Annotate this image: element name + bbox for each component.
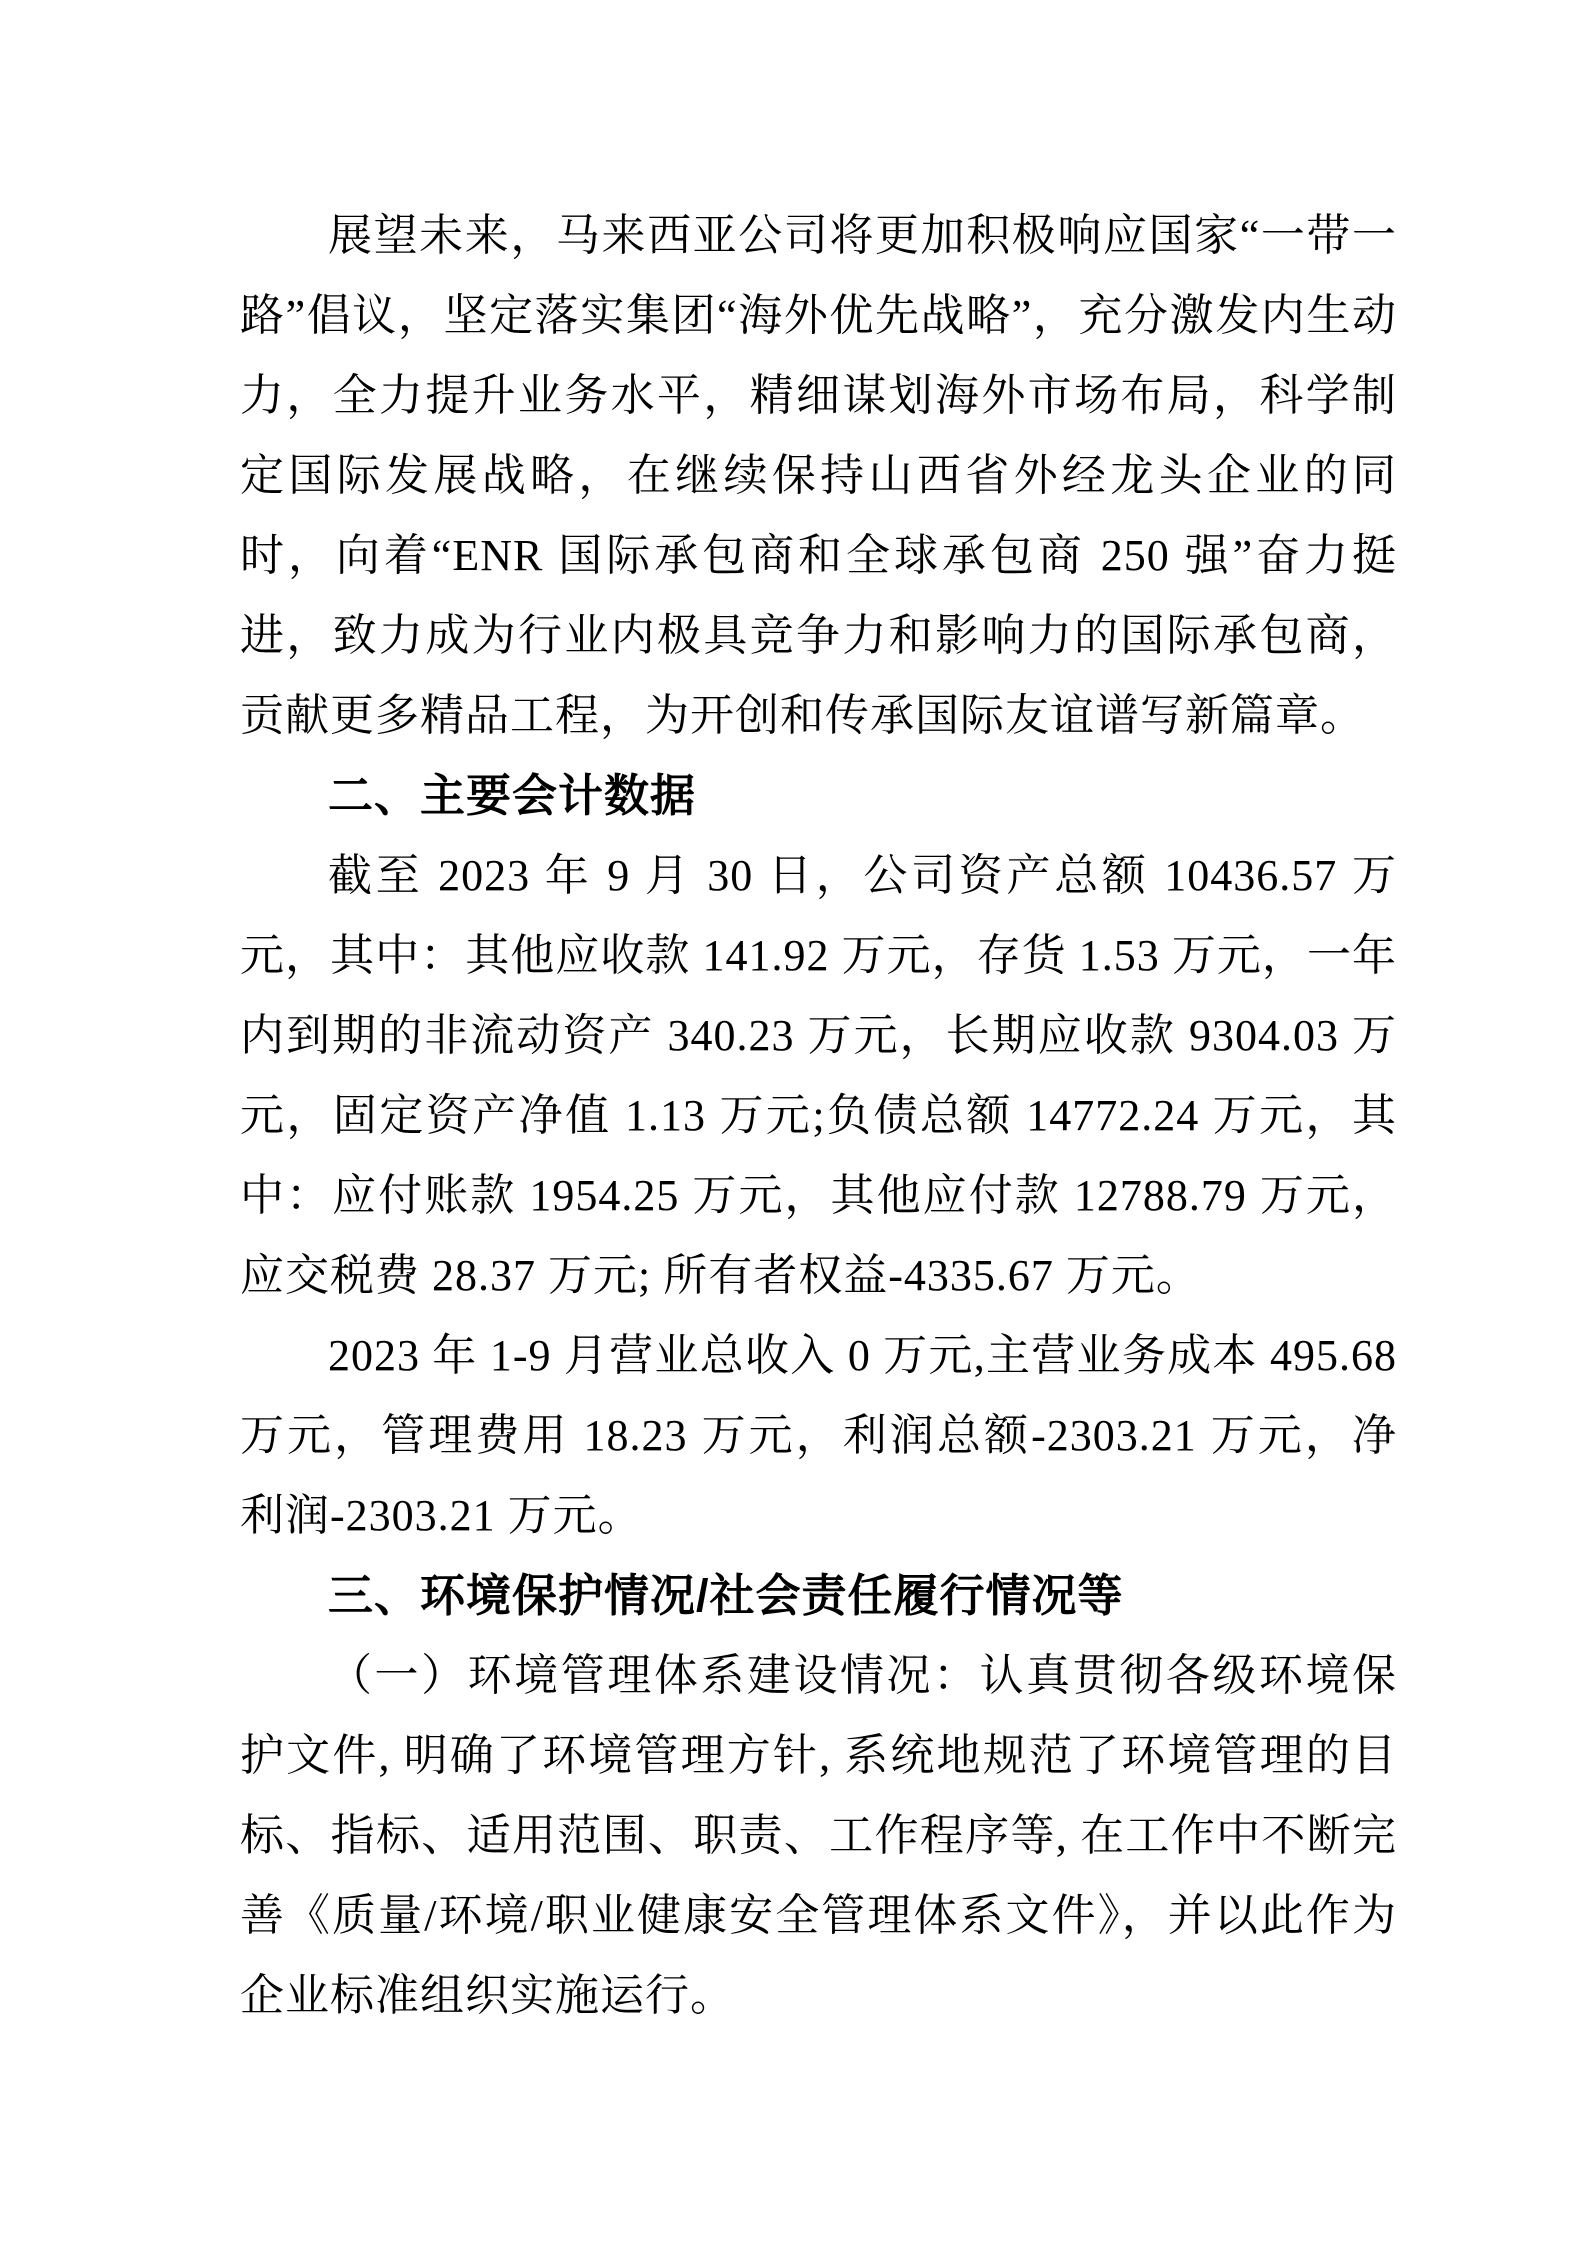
paragraph-income-statement-figures: 2023 年 1-9 月营业总收入 0 万元,主营业务成本 495.68 万元，管理费用 18.23 万元，利润总额-2303.21 万元，净利润-2303.21 万元。	[240, 1331, 1397, 1540]
heading-environment-social-responsibility: 三、环境保护情况/社会责任履行情况等	[328, 1570, 1124, 1621]
paragraph-environment-management-system: （一）环境管理体系建设情况：认真贯彻各级环境保护文件, 明确了环境管理方针, 系统地规范了环境管理的目标、指标、适用范围、职责、工作程序等, 在工作中不断完善《质量/环境/职业健康安全管理体系文件》，并以此作为企业标准组织实施运行。	[240, 1651, 1397, 2020]
heading-main-accounting-data: 二、主要会计数据	[328, 770, 697, 821]
paragraph-balance-sheet-figures: 截至 2023 年 9 月 30 日，公司资产总额 10436.57 万元，其中：其他应收款 141.92 万元，存货 1.53 万元，一年内到期的非流动资产 340.23 万元，长期应收款 9304.03 万元，固定资产净值 1.13 万元;负债总额 14772.24 万元，其中：应付账款 1954.25 万元，其他应付款 12788.79 万元，应交税费 28.37 万元; 所有者权益-4335.67 万元。	[240, 851, 1397, 1300]
paragraph-future-outlook: 展望未来，马来西亚公司将更加积极响应国家“一带一路”倡议，坚定落实集团“海外优先战略”，充分激发内生动力，全力提升业务水平，精细谋划海外市场布局，科学制定国际发展战略，在继续保持山西省外经龙头企业的同时，向着“ENR 国际承包商和全球承包商 250 强”奋力挺进，致力成为行业内极具竞争力和影响力的国际承包商，贡献更多精品工程，为开创和传承国际友谊谱写新篇章。	[240, 211, 1397, 740]
